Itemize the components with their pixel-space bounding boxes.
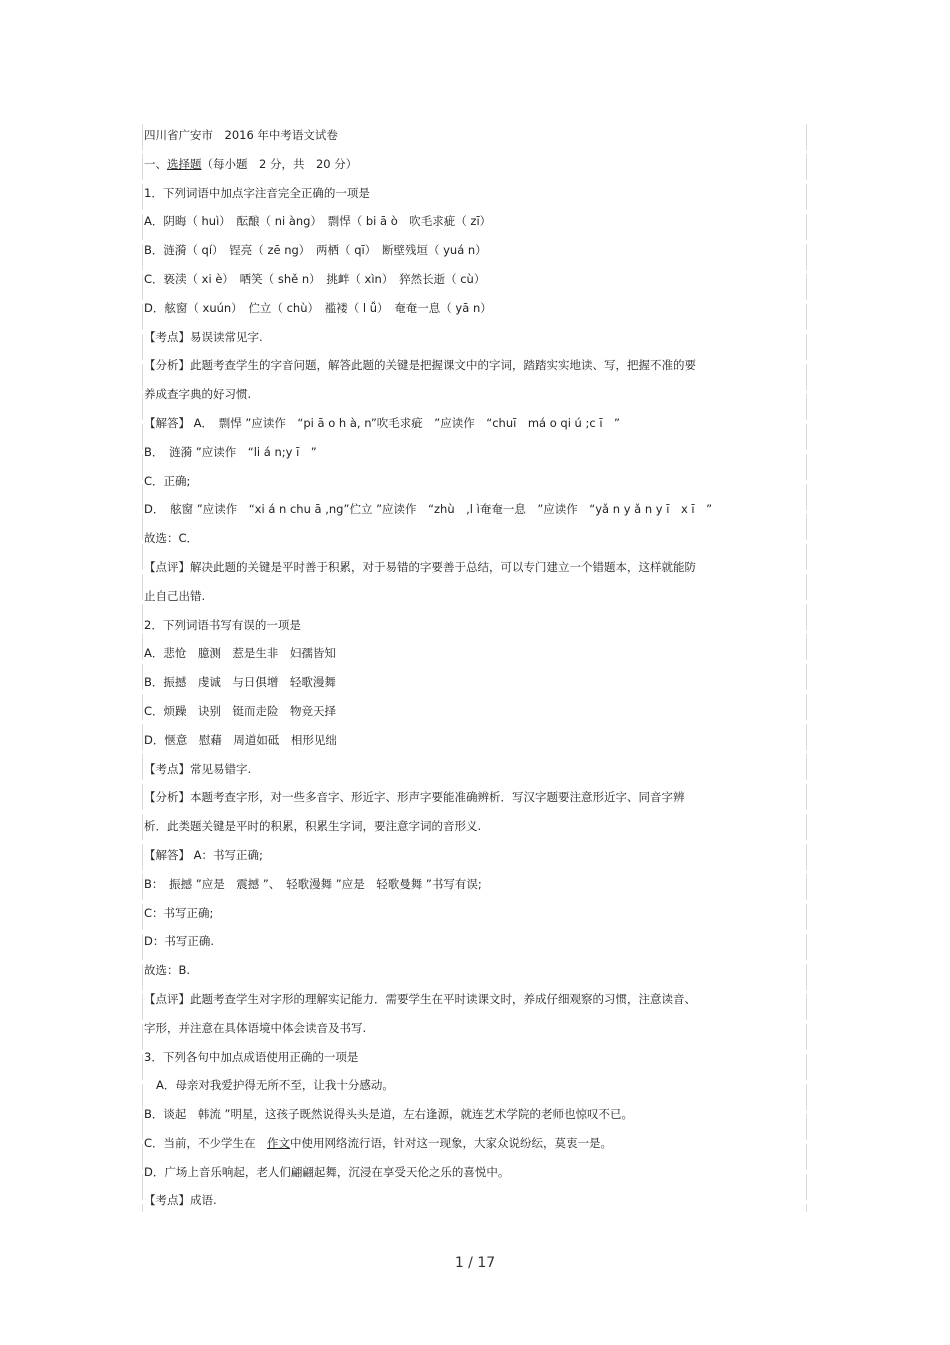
text-line: 字形，并注意在具体语境中体会读音及书写.	[144, 1020, 367, 1035]
section-keyword: 选择题	[167, 156, 202, 171]
document-body	[144, 121, 744, 1215]
text-line: B． 涟漪 ”应读作 “li á n;y ī ”	[144, 444, 317, 459]
left-margin-rule	[142, 124, 143, 1212]
text-line: B： 振撼 ”应是 震撼 ”、 轻歌漫舞 ”应是 轻歌曼舞 ”书写有误;	[144, 876, 482, 891]
text-line: 【分析】此题考查学生的字音问题，解答此题的关键是把握课文中的字词，踏踏实实地读、写，把握不准的要	[144, 358, 696, 373]
text-line: 【考点】常见易错字.	[144, 761, 252, 776]
section-prefix: 一、	[144, 156, 167, 171]
text-line: 1．下列词语中加点字注音完全正确的一项是	[144, 185, 370, 200]
text-line: 析．此类题关键是平时的积累，积累生字词，要注意字词的音形义.	[144, 819, 482, 834]
text-line: 【分析】本题考查字形，对一些多音字、形近字、形声字要能准确辨析．写汉字题要注意形近字、同音字辨	[144, 790, 685, 805]
text-line: B．振撼 虔诚 与日俱增 轻歌漫舞	[144, 675, 336, 690]
text-line: D：书写正确.	[144, 934, 215, 949]
text-line: C．正确;	[144, 473, 191, 488]
text-line: D．舷窗（ xuún） 伫立（ chù） 褴褛（ l ǚ） 奄奄一息（ yā n）	[144, 300, 492, 315]
text-line: 【解答】 A：书写正确;	[144, 847, 263, 862]
page-indicator: 1 / 17	[454, 1255, 496, 1271]
text-line: 【考点】易误读常见字.	[144, 329, 263, 344]
section-heading	[144, 150, 744, 179]
text-line: 【点评】解决此题的关键是平时善于积累，对于易错的字要善于总结，可以专门建立一个错题本，这样就能防	[144, 559, 696, 574]
text-line: D． 舷窗 ”应读作 “xi á n chu ā ,ng”伫立 ”应读作 “zhù ,l ì奄奄一息 ”应读作 “yǎ n y ǎ n y ī x ī ”	[144, 502, 713, 517]
text-line: D．惬意 慰藉 周道如砥 相形见绌	[144, 732, 337, 747]
q3-c-keyword: 作文	[267, 1135, 291, 1150]
text-line: 故选：B.	[144, 963, 191, 978]
q3-option-d: D．广场上音乐响起，老人们翩翩起舞，沉浸在享受天伦之乐的喜悦中。	[144, 1164, 510, 1179]
text-line: 止自己出错.	[144, 588, 206, 603]
right-margin-rule	[806, 124, 807, 1212]
text-line: 养成查字典的好习惯.	[144, 387, 252, 402]
q3-kaodian: 【考点】成语.	[144, 1193, 217, 1208]
text-line: 【解答】 A． 剽悍 ”应读作 “pi ā o h à, n”吹毛求疵 ”应读作 “chuī má o qi ú ;c ī ”	[144, 415, 621, 430]
section-suffix: （每小题 2 分，共 20 分）	[201, 156, 358, 171]
text-line: 3．下列各句中加点成语使用正确的一项是	[144, 1049, 359, 1064]
text-line: 故选：C．	[144, 531, 199, 546]
text-line: C．亵渎（ xi è） 哂笑（ shě n） 挑衅（ xìn） 猝然长逝（ cù）	[144, 271, 486, 286]
q3-option-a: A．母亲对我爱护得无所不至，让我十分感动。	[156, 1078, 394, 1093]
text-line: A．悲怆 臆测 惹是生非 妇孺皆知	[144, 646, 336, 661]
text-line: 【点评】此题考查学生对字形的理解实记能力．需要学生在平时读课文时，养成仔细观察的习惯，注意读音、	[144, 991, 696, 1006]
q3-c-prefix: C．当前，不少学生在	[144, 1135, 268, 1150]
text-line: A．阴晦（ huì） 酝酿（ ni àng） 剽悍（ bi ā ò 吹毛求疵（ zī）	[144, 214, 492, 229]
text-line: B．涟漪（ qí） 锃亮（ zē ng） 两栖（ qī） 断壁残垣（ yuá n）	[144, 243, 487, 258]
q3-c-suffix: 中使用网络流行语，针对这一现象，大家众说纷纭，莫衷一是。	[290, 1135, 613, 1150]
text-line: C．烦躁 诀别 铤而走险 物竞天择	[144, 703, 337, 718]
q3-option-c	[144, 1129, 744, 1158]
text-line: 2．下列词语书写有误的一项是	[144, 617, 301, 632]
document-title: 四川省广安市 2016 年中考语文试卷	[144, 128, 338, 142]
q3-option-b: B．谈起 韩流 ”明星，这孩子既然说得头头是道，左右逢源，就连艺术学院的老师也惊叹不已。	[144, 1107, 633, 1122]
text-line: C：书写正确;	[144, 905, 214, 920]
